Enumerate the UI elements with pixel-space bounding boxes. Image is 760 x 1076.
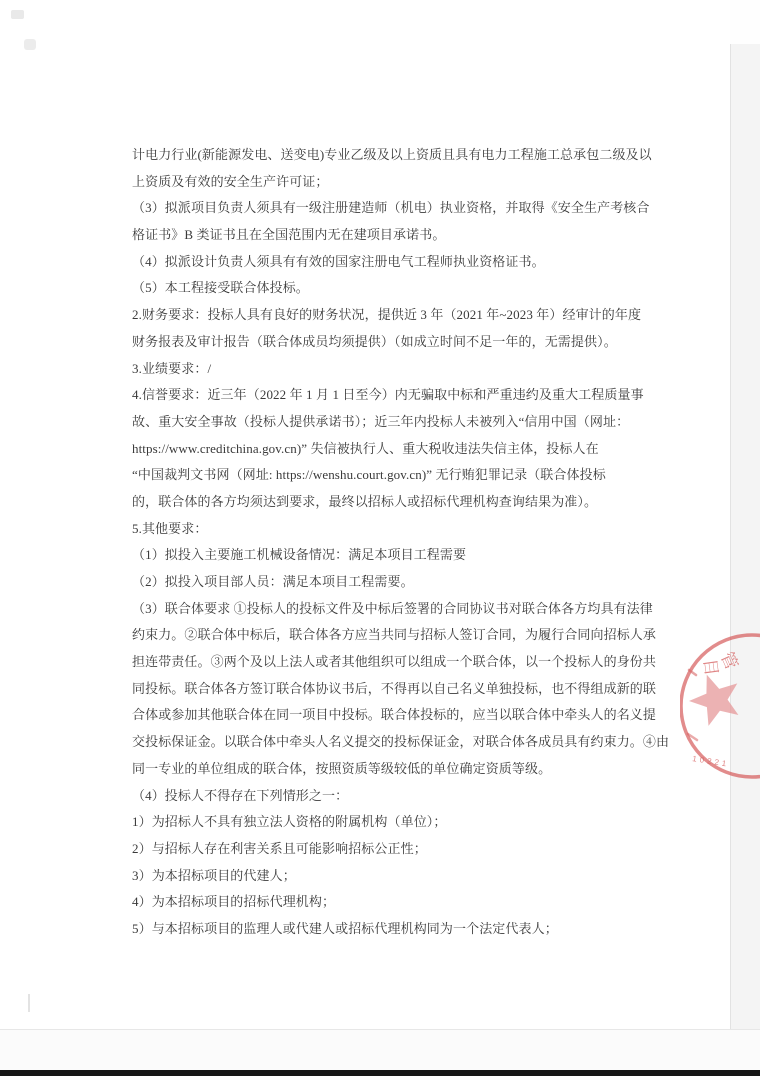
page-edge-bottom — [0, 1029, 760, 1071]
doc-line: 1）为招标人不具有独立法人资格的附属机构（单位）； — [132, 814, 447, 830]
scan-artifact — [11, 10, 24, 19]
doc-line: “中国裁判文书网（网址: https://wenshu.court.gov.cn)” 无行贿犯罪记录（联合体投标 — [132, 467, 606, 483]
doc-line: （4）拟派设计负责人须具有有效的国家注册电气工程师执业资格证书。 — [132, 253, 545, 269]
doc-line: 2.财务要求：投标人具有良好的财务状况，提供近 3 年（2021 年~2023 年）经审计的年度 — [132, 307, 642, 323]
doc-line: https://www.creditchina.gov.cn)” 失信被执行人、重大税收违法失信主体，投标人在 — [132, 440, 599, 456]
stamp-arc-char: 目 — [699, 657, 722, 677]
doc-line: 故、重大安全事故（投标人提供承诺书）；近三年内投标人未被列入“信用中国（网址： — [132, 413, 630, 429]
doc-line: 的，联合体的各方均须达到要求，最终以招标人或招标代理机构查询结果为准）。 — [132, 493, 598, 509]
doc-line: 3.业绩要求：/ — [132, 360, 212, 376]
doc-line: 上资质及有效的安全生产许可证； — [132, 173, 329, 189]
doc-line: （3）拟派项目负责人须具有一级注册建造师（机电）执业资格，并取得《安全生产考核合 — [132, 200, 650, 216]
doc-line: 约束力。②联合体中标后，联合体各方应当共同与招标人签订合同，为履行合同向招标人承 — [132, 627, 657, 643]
scanner-dark-band — [0, 1070, 760, 1076]
doc-line: 3）为本招标项目的代建人； — [132, 867, 296, 883]
page-edge-right — [730, 44, 760, 1029]
doc-line: 担连带责任。③两个及以上法人或者其他组织可以组成一个联合体，以一个投标人的身份共 — [132, 654, 657, 670]
doc-line: （2）拟投入项目部人员：满足本项目工程需要。 — [132, 574, 414, 589]
doc-line: 2）与招标人存在利害关系且可能影响招标公正性； — [132, 840, 427, 856]
doc-line: 同投标。联合体各方签订联合体协议书后，不得再以自己名义单独投标，也不得组成新的联 — [132, 680, 657, 696]
doc-line: 格证书》B 类证书且在全国范围内无在建项目承诺书。 — [132, 227, 446, 243]
stamp-arc-char: 管 — [716, 649, 742, 673]
stamp-star-icon — [683, 666, 748, 729]
doc-line: 财务报表及审计报告（联合体成员均须提供）（如成立时间不足一年的，无需提供）。 — [132, 333, 617, 349]
doc-line: 同一专业的单位组成的联合体，按照资质等级较低的单位确定资质等级。 — [132, 760, 552, 776]
doc-line: 交投标保证金。以联合体中牵头人名义提交的投标保证金，对联合体各成员具有约束力。④由 — [132, 734, 670, 750]
scan-artifact — [28, 994, 30, 1012]
doc-line: 计电力行业(新能源发电、送变电)专业乙级及以上资质且具有电力工程施工总承包二级及以 — [132, 147, 652, 162]
document-body-text — [132, 142, 670, 943]
doc-line: 5.其他要求： — [132, 520, 208, 536]
doc-line: （1）拟投入主要施工机械设备情况：满足本项目工程需要 — [132, 547, 467, 563]
doc-line: 4.信誉要求：近三年（2022 年 1 月 1 日至今）内无骗取中标和严重违约及重大工程质量事 — [132, 387, 644, 403]
doc-line: （4）投标人不得存在下列情形之一： — [132, 787, 349, 803]
doc-line: 4）为本招标项目的招标代理机构； — [132, 894, 336, 910]
doc-line: （3）联合体要求 ①投标人的投标文件及中标后签署的合同协议书对联合体各方均具有法律 — [132, 600, 653, 616]
scan-artifact — [24, 39, 36, 50]
official-stamp — [680, 620, 760, 785]
stamp-serial: 10221 — [691, 754, 730, 769]
doc-line: 5）与本招标项目的监理人或代建人或招标代理机构同为一个法定代表人； — [132, 920, 558, 936]
doc-line: （5）本工程接受联合体投标。 — [132, 280, 309, 296]
doc-line: 合体或参加其他联合体在同一项目中投标。联合体投标的，应当以联合体中牵头人的名义提 — [132, 707, 657, 723]
